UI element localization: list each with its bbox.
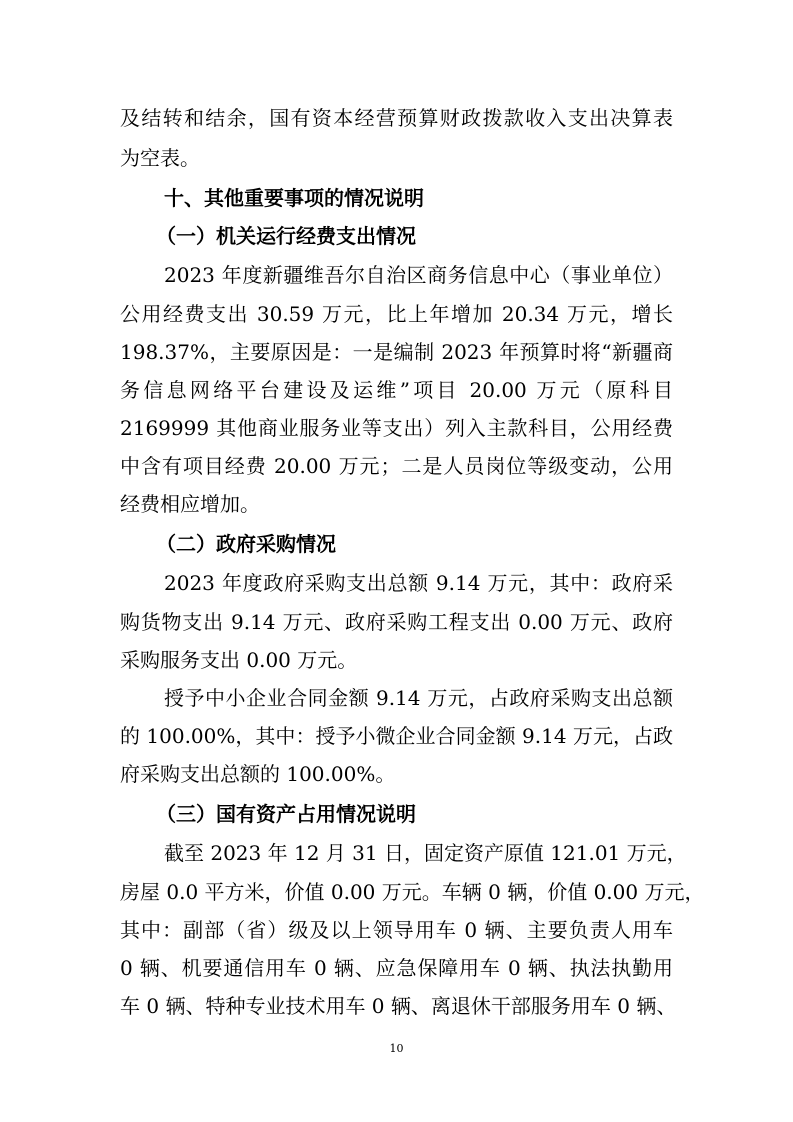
sub2-para2-line-3: 府采购支出总额的 100.00%。 [120, 762, 396, 786]
sub3-line-5: 车 0 辆、特种专业技术用车 0 辆、离退休干部服务用车 0 辆、 [120, 994, 677, 1018]
sub1-line-6: 中含有项目经费 20.00 万元；二是人员岗位等级变动，公用 [120, 454, 673, 478]
sub1-line-3: 198.37%，主要原因是：一是编制 2023 年预算时将“新疆商 [120, 340, 673, 364]
sub1-line-1: 2023 年度新疆维吾尔自治区商务信息中心（事业单位） [164, 263, 673, 287]
sub2-para1-line-2: 购货物支出 9.14 万元、政府采购工程支出 0.00 万元、政府 [120, 610, 673, 634]
sub2-para1-line-1: 2023 年度政府采购支出总额 9.14 万元，其中：政府采 [164, 571, 673, 595]
sub1-line-5: 2169999 其他商业服务业等支出）列入主款科目，公用经费 [120, 416, 673, 440]
sub1-line-4: 务信息网络平台建设及运维”项目 20.00 万元（原科目 [120, 378, 673, 402]
sub1-line-2: 公用经费支出 30.59 万元，比上年增加 20.34 万元，增长 [120, 302, 673, 326]
subsection-3-heading: （三）国有资产占用情况说明 [156, 802, 416, 826]
sub3-line-1: 截至 2023 年 12 月 31 日，固定资产原值 121.01 万元， [164, 841, 687, 865]
sub2-para2-line-1: 授予中小企业合同金额 9.14 万元，占政府采购支出总额 [164, 686, 673, 710]
subsection-1-heading: （一）机关运行经费支出情况 [156, 224, 416, 248]
sub3-line-4: 0 辆、机要通信用车 0 辆、应急保障用车 0 辆、执法执勤用 [120, 956, 673, 980]
page-number: 10 [389, 1042, 404, 1055]
sub2-para1-line-3: 采购服务支出 0.00 万元。 [120, 648, 358, 672]
intro-line-2: 为空表。 [120, 146, 200, 170]
section-heading: 十、其他重要事项的情况说明 [164, 186, 424, 210]
sub1-line-7: 经费相应增加。 [120, 492, 260, 516]
intro-line-1: 及结转和结余，国有资本经营预算财政拨款收入支出决算表 [120, 106, 673, 130]
sub3-line-2: 房屋 0.0 平方米，价值 0.00 万元。车辆 0 辆，价值 0.00 万元， [120, 880, 705, 904]
subsection-2-heading: （二）政府采购情况 [156, 532, 336, 556]
sub3-line-3: 其中：副部（省）级及以上领导用车 0 辆、主要负责人用车 [120, 918, 673, 942]
sub2-para2-line-2: 的 100.00%，其中：授予小微企业合同金额 9.14 万元，占政 [120, 724, 673, 748]
